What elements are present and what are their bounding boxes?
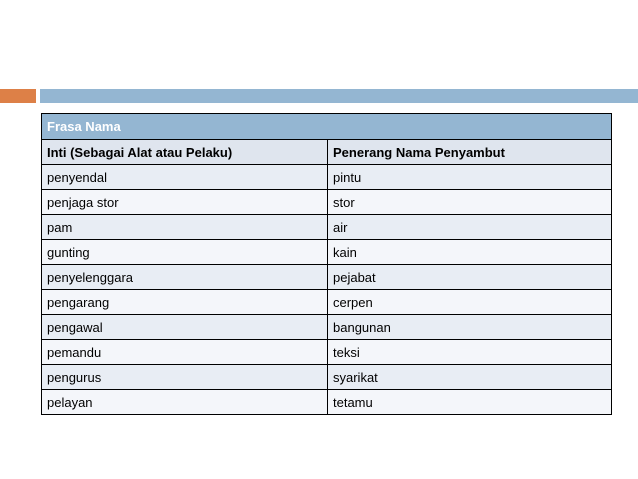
table-title: Frasa Nama	[42, 114, 612, 140]
cell-inti: pelayan	[42, 390, 328, 415]
cell-inti: pengawal	[42, 315, 328, 340]
table-header-row	[42, 140, 612, 165]
frasa-nama-table	[41, 113, 612, 415]
cell-inti: penjaga stor	[42, 190, 328, 215]
cell-inti: pemandu	[42, 340, 328, 365]
cell-penerang: tetamu	[328, 390, 612, 415]
cell-penerang: air	[328, 215, 612, 240]
cell-penerang: teksi	[328, 340, 612, 365]
cell-penerang: stor	[328, 190, 612, 215]
table-row	[42, 365, 612, 390]
cell-penerang: pintu	[328, 165, 612, 190]
cell-penerang: syarikat	[328, 365, 612, 390]
cell-inti: pengarang	[42, 290, 328, 315]
table-row	[42, 290, 612, 315]
table-row	[42, 265, 612, 290]
accent-bar-blue	[40, 89, 638, 103]
cell-penerang: cerpen	[328, 290, 612, 315]
cell-inti: pengurus	[42, 365, 328, 390]
cell-penerang: kain	[328, 240, 612, 265]
accent-bar-orange	[0, 89, 36, 103]
table-row	[42, 190, 612, 215]
table-row	[42, 240, 612, 265]
table-row	[42, 315, 612, 340]
column-header-penerang: Penerang Nama Penyambut	[328, 140, 612, 165]
cell-inti: pam	[42, 215, 328, 240]
column-header-inti: Inti (Sebagai Alat atau Pelaku)	[42, 140, 328, 165]
table-row	[42, 215, 612, 240]
table-row	[42, 340, 612, 365]
table-row	[42, 390, 612, 415]
cell-penerang: pejabat	[328, 265, 612, 290]
table-title-row	[42, 114, 612, 140]
cell-inti: gunting	[42, 240, 328, 265]
table-row	[42, 165, 612, 190]
cell-inti: penyendal	[42, 165, 328, 190]
cell-inti: penyelenggara	[42, 265, 328, 290]
cell-penerang: bangunan	[328, 315, 612, 340]
